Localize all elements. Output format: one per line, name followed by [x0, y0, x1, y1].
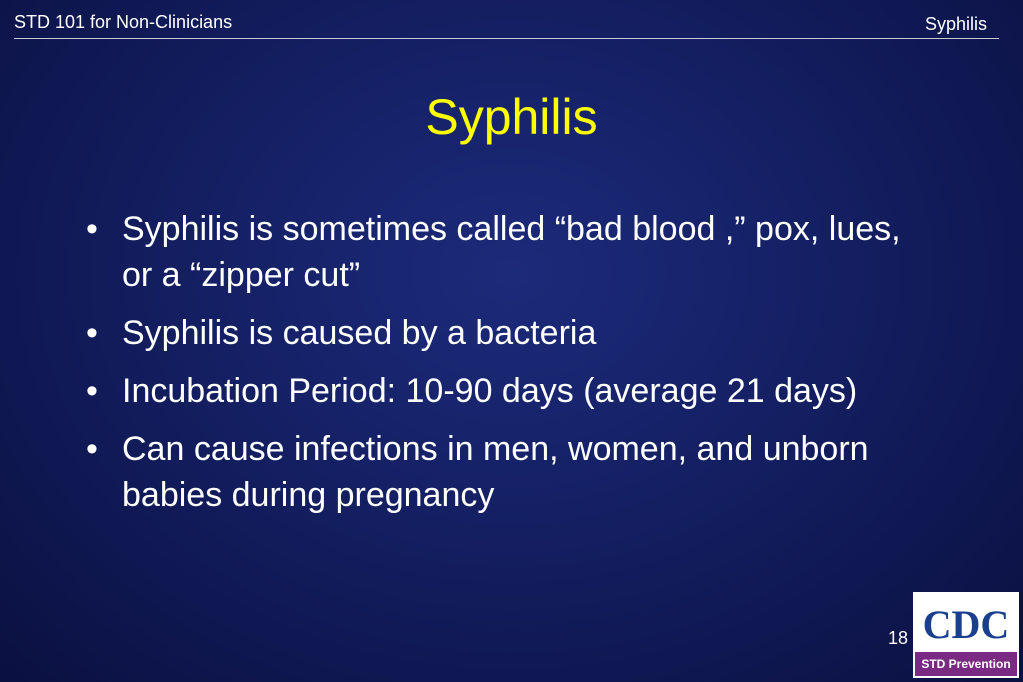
header-divider [14, 38, 999, 39]
bullet-text: Can cause infections in men, women, and unborn babies during pregnancy [122, 430, 869, 514]
bullet-point-icon: • [86, 210, 98, 248]
page-number: 18 [888, 628, 909, 648]
slide-title: Syphilis [425, 89, 598, 145]
cdc-logo-subtext: STD Prevention [921, 657, 1011, 671]
bullet-point-icon: • [86, 372, 98, 410]
cdc-logo [913, 592, 1019, 678]
bullet-item [86, 206, 906, 298]
bullet-text: Syphilis is caused by a bacteria [122, 314, 597, 352]
bullet-list [86, 206, 906, 530]
cdc-logo-mark [915, 594, 1017, 652]
bullet-point-icon: • [86, 314, 98, 352]
bullet-text: Incubation Period: 10-90 days (average 21 days) [122, 372, 858, 410]
cdc-logo-band [915, 652, 1017, 676]
bullet-item [86, 368, 906, 414]
bullet-item [86, 426, 906, 518]
bullet-point-icon: • [86, 430, 98, 468]
bullet-item [86, 310, 906, 356]
cdc-logo-text: CDC [922, 602, 1010, 647]
header-right-title: Syphilis [924, 14, 987, 34]
header-left-title: STD 101 for Non-Clinicians [14, 12, 233, 32]
cdc-logo-icon [915, 594, 1017, 652]
bullet-text: Syphilis is sometimes called “bad blood ,” pox, lues, or a “zipper cut” [122, 210, 901, 294]
